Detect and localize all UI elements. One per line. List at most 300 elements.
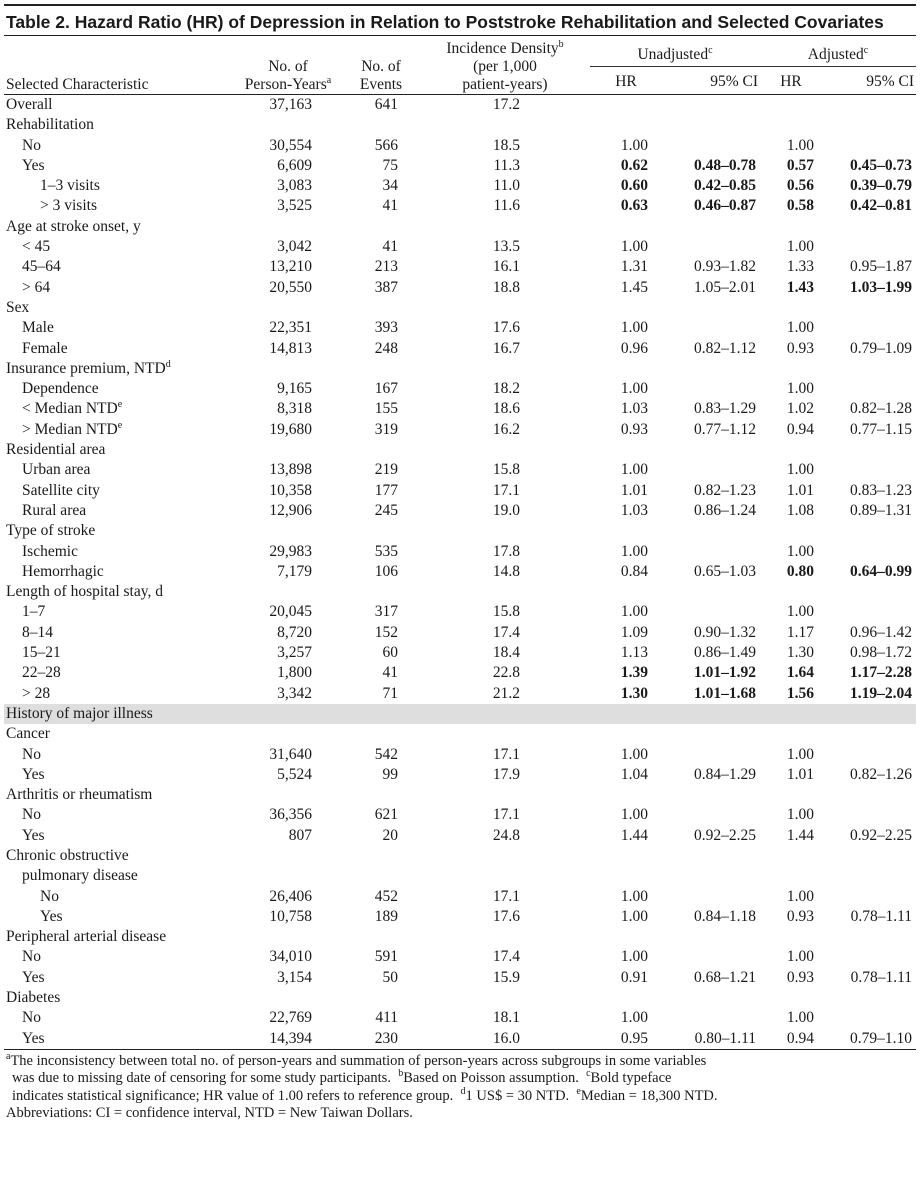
characteristic-label: < Median NTD (22, 400, 118, 418)
cell-incidence-density: 19.0 (492, 501, 520, 519)
table-footnotes (4, 1050, 916, 1123)
cell-unadjusted-ci (662, 602, 760, 622)
cell-characteristic (4, 826, 234, 846)
table-row (4, 968, 916, 988)
cell-person-years: 20,550 (269, 278, 312, 296)
cell-events: 41 (382, 664, 398, 682)
cell-characteristic (4, 156, 234, 176)
cell-incidence-density (420, 440, 590, 460)
cell-characteristic (4, 196, 234, 216)
cell-characteristic (4, 907, 234, 927)
cell-unadjusted-hr (590, 724, 662, 744)
header-unadjusted-ci: 95% CI (710, 73, 758, 90)
cell-characteristic (4, 460, 234, 480)
cell-events: 393 (374, 319, 398, 337)
cell-unadjusted-hr: 1.03 (620, 400, 648, 418)
cell-adjusted-hr: 1.00 (786, 542, 814, 560)
cell-unadjusted-ci (662, 846, 760, 866)
cell-characteristic (4, 217, 234, 237)
cell-incidence-density: 18.6 (492, 400, 520, 418)
cell-unadjusted-hr: 1.00 (620, 542, 648, 560)
cell-unadjusted-hr: 1.44 (620, 826, 648, 844)
cell-events: 75 (382, 156, 398, 174)
header-person-years: No. of Person-Years$^a$ (244, 58, 332, 93)
characteristic-label: > 64 (22, 278, 51, 296)
table-row (4, 481, 916, 501)
table-row (4, 379, 916, 399)
cell-characteristic (4, 257, 234, 277)
cell-unadjusted-hr: 0.62 (620, 156, 648, 174)
cell-person-years: 3,154 (277, 968, 312, 986)
table-row (4, 542, 916, 562)
cell-unadjusted-ci (662, 866, 760, 886)
cell-events: 317 (374, 603, 398, 621)
cell-unadjusted-hr: 1.09 (620, 623, 648, 641)
cell-unadjusted-ci: 0.80–1.11 (662, 1029, 760, 1050)
cell-person-years: 29,983 (269, 542, 312, 560)
cell-person-years (234, 217, 342, 237)
characteristic-label: 1–7 (22, 603, 46, 621)
cell-incidence-density (420, 785, 590, 805)
cell-unadjusted-hr: 1.03 (620, 501, 648, 519)
cell-unadjusted-ci: 0.65–1.03 (694, 562, 756, 580)
footnote-marker: e (117, 399, 123, 411)
cell-unadjusted-ci: 0.68–1.21 (694, 968, 756, 986)
cell-adjusted-hr: 0.93 (786, 968, 814, 986)
cell-incidence-density: 17.9 (492, 765, 520, 783)
cell-characteristic (4, 582, 234, 602)
cell-incidence-density: 16.0 (420, 1029, 590, 1050)
cell-adjusted-ci (822, 887, 916, 907)
cell-unadjusted-ci (662, 927, 760, 947)
cell-person-years: 12,906 (269, 501, 312, 519)
cell-unadjusted-hr (590, 95, 662, 116)
cell-incidence-density (420, 521, 590, 541)
cell-adjusted-ci (822, 1008, 916, 1028)
characteristic-label: Rural area (22, 501, 87, 519)
cell-events: 189 (374, 907, 398, 925)
cell-adjusted-ci (822, 805, 916, 825)
header-adjusted: Adjusted$^c$ (760, 36, 916, 67)
cell-incidence-density: 18.2 (492, 380, 520, 398)
cell-adjusted-hr (760, 95, 822, 116)
cell-adjusted-ci (822, 318, 916, 338)
cell-adjusted-hr (760, 115, 822, 135)
table-row (4, 724, 916, 744)
cell-incidence-density: 17.1 (492, 481, 520, 499)
cell-adjusted-ci: 0.89–1.31 (850, 501, 913, 519)
cell-unadjusted-hr (590, 988, 662, 1008)
cell-incidence-density: 15.8 (492, 461, 520, 479)
cell-unadjusted-hr: 0.63 (620, 197, 648, 215)
characteristic-label: 15–21 (22, 644, 61, 662)
table-row (4, 176, 916, 196)
characteristic-label: Insurance premium, NTD (6, 359, 166, 377)
cell-events: 245 (374, 501, 398, 519)
table-row (4, 602, 916, 622)
cell-incidence-density: 22.8 (492, 664, 520, 682)
cell-events (342, 521, 420, 541)
cell-unadjusted-ci: 1.01–1.68 (694, 684, 756, 702)
cell-adjusted-hr: 1.44 (786, 826, 814, 844)
cell-characteristic (4, 440, 234, 460)
cell-person-years (234, 521, 342, 541)
cell-person-years: 3,083 (277, 177, 312, 195)
characteristic-label: No (22, 1009, 41, 1027)
cell-unadjusted-hr: 1.00 (620, 806, 648, 824)
header-unadjusted: Unadjusted$^c$ (590, 36, 760, 67)
cell-unadjusted-ci: 0.83–1.29 (694, 400, 756, 418)
cell-adjusted-ci: 0.82–1.26 (850, 765, 913, 783)
cell-unadjusted-ci (662, 359, 760, 379)
cell-unadjusted-ci: 0.90–1.32 (694, 623, 756, 641)
characteristic-label: Yes (22, 968, 45, 986)
cell-characteristic (4, 765, 234, 785)
cell-person-years (234, 927, 342, 947)
cell-adjusted-ci: 0.42–0.81 (850, 197, 913, 215)
cell-unadjusted-ci (662, 1008, 760, 1028)
table-row (4, 785, 916, 805)
cell-events (342, 927, 420, 947)
cell-incidence-density (420, 988, 590, 1008)
table-row (4, 887, 916, 907)
cell-characteristic (4, 399, 234, 419)
cell-characteristic (4, 1029, 234, 1050)
cell-unadjusted-hr: 1.31 (620, 258, 648, 276)
cell-events (342, 724, 420, 744)
cell-unadjusted-hr (590, 217, 662, 237)
cell-incidence-density (420, 927, 590, 947)
cell-adjusted-ci: 1.03–1.99 (850, 278, 913, 296)
table-row (4, 643, 916, 663)
cell-person-years: 1,800 (277, 664, 312, 682)
cell-incidence-density: 17.4 (492, 948, 520, 966)
characteristic-label: No (40, 887, 59, 905)
cell-adjusted-ci (822, 379, 916, 399)
table-row (4, 846, 916, 866)
cell-incidence-density (420, 866, 590, 886)
cell-person-years (234, 440, 342, 460)
cell-unadjusted-ci (662, 988, 760, 1008)
cell-person-years (234, 115, 342, 135)
cell-characteristic (4, 95, 234, 116)
cell-unadjusted-ci (662, 136, 760, 156)
cell-events: 213 (374, 258, 398, 276)
cell-incidence-density: 21.2 (492, 684, 520, 702)
cell-unadjusted-ci: 0.82–1.23 (694, 481, 756, 499)
cell-adjusted-ci: 0.78–1.11 (850, 907, 913, 925)
cell-unadjusted-ci: 0.48–0.78 (694, 156, 756, 174)
cell-events: 152 (374, 623, 398, 641)
cell-unadjusted-ci: 0.86–1.24 (694, 501, 756, 519)
cell-unadjusted-ci (662, 887, 760, 907)
cell-person-years (234, 298, 342, 318)
cell-adjusted-hr: 1.64 (786, 664, 814, 682)
cell-adjusted-hr (760, 582, 822, 602)
cell-characteristic (4, 988, 234, 1008)
cell-events: 591 (374, 948, 398, 966)
cell-adjusted-hr: 1.00 (786, 745, 814, 763)
cell-person-years: 3,342 (277, 684, 312, 702)
cell-characteristic (4, 359, 234, 379)
cell-person-years: 3,042 (277, 238, 312, 256)
cell-adjusted-ci (822, 602, 916, 622)
cell-adjusted-hr (760, 927, 822, 947)
cell-unadjusted-hr (590, 521, 662, 541)
cell-adjusted-ci: 0.64–0.99 (850, 562, 913, 580)
cell-characteristic (4, 724, 234, 744)
cell-adjusted-ci (822, 582, 916, 602)
footnote-c-line2: indicates statistical significance; HR value of 1.00 refers to reference group. $^d$1 US$ = 30 NTD. $^e$Median = 18,300 NTD. (12, 1086, 718, 1104)
cell-incidence-density: 17.2 (420, 95, 590, 116)
cell-adjusted-ci (822, 866, 916, 886)
cell-characteristic (4, 927, 234, 947)
cell-adjusted-ci: 0.98–1.72 (850, 644, 913, 662)
cell-characteristic (4, 968, 234, 988)
cell-adjusted-hr (760, 217, 822, 237)
cell-adjusted-ci (822, 136, 916, 156)
cell-adjusted-hr: 1.08 (786, 501, 814, 519)
cell-unadjusted-hr (590, 927, 662, 947)
cell-adjusted-hr (760, 988, 822, 1008)
cell-adjusted-hr: 1.56 (786, 684, 814, 702)
cell-person-years: 9,165 (277, 380, 312, 398)
cell-events: 566 (374, 136, 398, 154)
cell-characteristic (4, 278, 234, 298)
cell-characteristic (4, 542, 234, 562)
cell-events: 155 (374, 400, 398, 418)
cell-person-years: 14,813 (269, 339, 312, 357)
cell-unadjusted-hr (590, 359, 662, 379)
cell-adjusted-hr (760, 298, 822, 318)
cell-person-years: 30,554 (269, 136, 312, 154)
table-row (4, 440, 916, 460)
characteristic-label: Peripheral arterial disease (6, 928, 167, 946)
cell-adjusted-ci: 0.45–0.73 (850, 156, 913, 174)
characteristic-label: 8–14 (22, 623, 53, 641)
cell-unadjusted-ci (662, 440, 760, 460)
cell-characteristic (4, 420, 234, 440)
cell-person-years: 5,524 (277, 765, 312, 783)
cell-adjusted-hr: 0.94 (760, 1029, 822, 1050)
cell-incidence-density: 16.2 (492, 420, 520, 438)
table-row (4, 684, 916, 704)
cell-unadjusted-hr: 1.00 (620, 887, 648, 905)
cell-characteristic (4, 379, 234, 399)
cell-events: 34 (382, 177, 398, 195)
cell-characteristic (4, 176, 234, 196)
characteristic-label: > Median NTD (22, 420, 118, 438)
cell-incidence-density (420, 298, 590, 318)
table-row (4, 95, 916, 116)
cell-events (342, 582, 420, 602)
cell-events: 641 (342, 95, 420, 116)
cell-events: 319 (374, 420, 398, 438)
cell-adjusted-hr: 1.30 (786, 644, 814, 662)
cell-unadjusted-hr: 1.00 (620, 238, 648, 256)
cell-adjusted-ci: 0.83–1.23 (850, 481, 913, 499)
table-row (4, 501, 916, 521)
cell-adjusted-hr: 0.80 (786, 562, 814, 580)
cell-unadjusted-hr: 0.96 (620, 339, 648, 357)
hazard-ratio-table (4, 36, 916, 1050)
cell-adjusted-hr (760, 359, 822, 379)
cell-characteristic (4, 745, 234, 765)
cell-characteristic (4, 643, 234, 663)
characteristic-label: 22–28 (22, 664, 61, 682)
cell-incidence-density: 14.8 (492, 562, 520, 580)
header-incidence-density: Incidence Density$^b$ (per 1,000 patient-years) (446, 38, 564, 93)
cell-characteristic (4, 887, 234, 907)
table-row (4, 663, 916, 683)
cell-characteristic (4, 684, 234, 704)
cell-person-years: 7,179 (277, 562, 312, 580)
cell-unadjusted-ci: 0.82–1.12 (694, 339, 756, 357)
cell-adjusted-ci (822, 237, 916, 257)
cell-incidence-density: 18.5 (492, 136, 520, 154)
footnote-marker: d (165, 358, 171, 370)
table-row (4, 339, 916, 359)
cell-adjusted-ci: 0.95–1.87 (850, 258, 913, 276)
cell-adjusted-ci: 0.82–1.28 (850, 400, 913, 418)
characteristic-label: Yes (22, 1029, 45, 1047)
cell-incidence-density: 11.6 (493, 197, 520, 215)
cell-adjusted-ci: 0.79–1.09 (850, 339, 913, 357)
cell-adjusted-hr: 1.00 (786, 1009, 814, 1027)
cell-events: 411 (375, 1009, 398, 1027)
cell-adjusted-hr (760, 724, 822, 744)
table-row (4, 907, 916, 927)
cell-events: 219 (374, 461, 398, 479)
cell-characteristic (4, 136, 234, 156)
cell-unadjusted-hr (590, 866, 662, 886)
characteristic-label: No (22, 948, 41, 966)
cell-events (342, 115, 420, 135)
cell-unadjusted-hr: 1.00 (620, 907, 648, 925)
cell-unadjusted-ci (662, 542, 760, 562)
characteristic-label: History of major illness (6, 704, 153, 722)
header-adjusted-ci: 95% CI (866, 73, 915, 90)
cell-adjusted-ci (822, 460, 916, 480)
table-row (4, 278, 916, 298)
table-row (4, 826, 916, 846)
cell-person-years: 31,640 (269, 745, 312, 763)
cell-characteristic (4, 562, 234, 582)
characteristic-label: Yes (22, 765, 45, 783)
cell-adjusted-hr: 1.01 (786, 481, 814, 499)
characteristic-label: Satellite city (22, 481, 100, 499)
cell-characteristic (4, 521, 234, 541)
cell-incidence-density (420, 359, 590, 379)
cell-person-years: 807 (288, 826, 312, 844)
cell-person-years: 37,163 (234, 95, 342, 116)
cell-adjusted-ci: 0.77–1.15 (850, 420, 913, 438)
characteristic-label: Length of hospital stay, d (6, 583, 163, 601)
characteristic-label: Overall (6, 96, 53, 113)
characteristic-label: Sex (6, 298, 30, 316)
characteristic-label: Yes (40, 907, 63, 925)
table-row (4, 217, 916, 237)
characteristic-label: Dependence (22, 380, 99, 398)
cell-incidence-density: 17.4 (492, 623, 520, 641)
cell-adjusted-hr: 0.57 (786, 156, 814, 174)
cell-adjusted-ci (822, 115, 916, 135)
cell-incidence-density: 17.1 (492, 887, 520, 905)
table-row (4, 318, 916, 338)
cell-adjusted-ci: 0.39–0.79 (850, 177, 913, 195)
cell-person-years: 13,210 (269, 258, 312, 276)
table-row (4, 765, 916, 785)
cell-incidence-density: 18.1 (492, 1009, 520, 1027)
cell-adjusted-ci (822, 745, 916, 765)
characteristic-label: Hemorrhagic (22, 562, 104, 580)
characteristic-label: Ischemic (22, 542, 78, 560)
characteristic-label: No (22, 136, 41, 154)
cell-unadjusted-hr (590, 440, 662, 460)
characteristic-label: Chronic obstructive (6, 846, 129, 864)
cell-person-years (234, 866, 342, 886)
cell-person-years (234, 724, 342, 744)
cell-unadjusted-hr: 1.00 (620, 136, 648, 154)
cell-unadjusted-ci: 0.46–0.87 (694, 197, 756, 215)
table-row (4, 927, 916, 947)
characteristic-label: Type of stroke (6, 522, 96, 540)
table-row (4, 521, 916, 541)
cell-incidence-density: 17.8 (492, 542, 520, 560)
cell-adjusted-hr: 1.00 (786, 380, 814, 398)
cell-adjusted-ci: 0.96–1.42 (850, 623, 913, 641)
cell-adjusted-hr: 1.00 (786, 806, 814, 824)
characteristic-label: Urban area (22, 461, 91, 479)
footnote-a-line1: $^a$The inconsistency between total no. of person-years and summation of person-years across subgroups in some variables (6, 1051, 707, 1069)
cell-person-years: 3,257 (277, 644, 312, 662)
characteristic-label: No (22, 806, 41, 824)
cell-incidence-density: 15.8 (492, 603, 520, 621)
cell-unadjusted-hr: 1.13 (620, 644, 648, 662)
cell-characteristic (4, 623, 234, 643)
cell-unadjusted-hr: 0.93 (620, 420, 648, 438)
cell-unadjusted-ci (662, 298, 760, 318)
table-row (4, 156, 916, 176)
characteristic-label: Residential area (6, 441, 106, 459)
cell-person-years: 3,525 (277, 197, 312, 215)
cell-events (342, 785, 420, 805)
cell-events: 542 (374, 745, 398, 763)
cell-events: 452 (374, 887, 398, 905)
table-row (4, 460, 916, 480)
cell-unadjusted-hr (590, 582, 662, 602)
cell-unadjusted-hr: 1.45 (620, 278, 648, 296)
cell-person-years: 10,758 (269, 907, 312, 925)
cell-unadjusted-hr: 1.30 (620, 684, 648, 702)
cell-adjusted-ci (822, 947, 916, 967)
table-row (4, 237, 916, 257)
cell-events: 230 (342, 1029, 420, 1050)
cell-unadjusted-hr: 1.00 (620, 461, 648, 479)
characteristic-label: No (22, 745, 41, 763)
cell-person-years: 22,769 (269, 1009, 312, 1027)
cell-adjusted-hr: 1.00 (786, 319, 814, 337)
table-row (4, 399, 916, 419)
cell-unadjusted-ci: 1.01–1.92 (694, 664, 756, 682)
cell-incidence-density: 17.6 (492, 319, 520, 337)
cell-incidence-density: 17.1 (492, 806, 520, 824)
cell-unadjusted-ci (662, 785, 760, 805)
cell-adjusted-ci (822, 542, 916, 562)
cell-adjusted-hr: 1.00 (786, 136, 814, 154)
cell-characteristic (4, 704, 916, 724)
table-row (4, 745, 916, 765)
